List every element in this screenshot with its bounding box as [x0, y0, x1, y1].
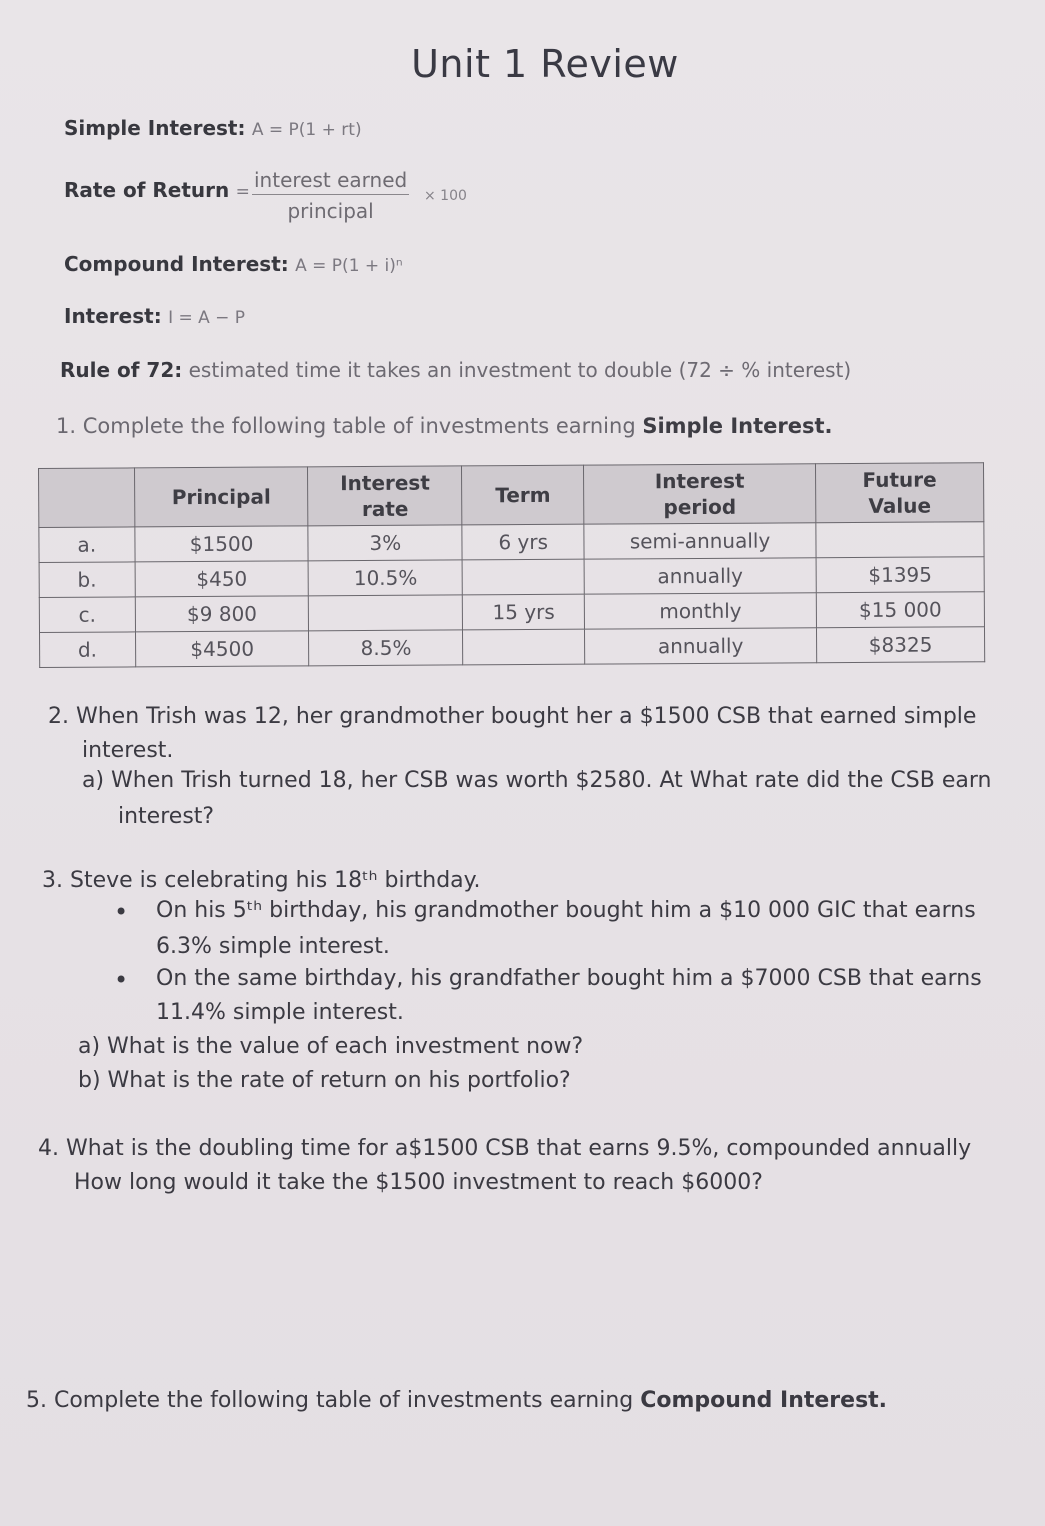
- table-cell: $8325: [816, 627, 984, 663]
- table-cell: [816, 522, 984, 558]
- bullet-icon: •: [114, 966, 129, 994]
- question-4-line-1: 4. What is the doubling time for a$1500 CSB that earns 9.5%, compounded annually: [38, 1136, 972, 1161]
- question-5-text: 5. Complete the following table of investments earning: [26, 1388, 634, 1413]
- table-row: [39, 592, 984, 633]
- table-cell: c.: [39, 597, 135, 633]
- compound-interest-equation: A = P(1 + i)ⁿ: [295, 256, 403, 276]
- table-cell: [309, 595, 463, 631]
- table-header: Interest rate: [308, 466, 462, 526]
- table-cell: [463, 629, 585, 665]
- table-header-row: [39, 463, 984, 528]
- rule-of-72: [60, 358, 851, 382]
- table-row: [39, 557, 984, 598]
- table-cell: b.: [39, 562, 135, 598]
- table-cell: 3%: [308, 525, 462, 561]
- question-2a-line-1: a) When Trish turned 18, her CSB was worth $2580. At What rate did the CSB earn: [82, 768, 992, 793]
- question-1-text: Complete the following table of investments earning: [82, 414, 636, 438]
- rule-of-72-text: estimated time it takes an investment to double (72 ÷ % interest): [188, 358, 852, 382]
- question-1-bold: Simple Interest.: [642, 414, 833, 438]
- table-cell: [462, 559, 584, 595]
- interest-equation: I = A − P: [168, 308, 246, 328]
- question-2-line-1: 2. When Trish was 12, her grandmother bought her a $1500 CSB that earned simple: [48, 704, 977, 729]
- table-cell: monthly: [584, 593, 816, 629]
- table-header: Term: [462, 465, 584, 525]
- table-cell: semi-annually: [584, 523, 816, 559]
- rule-of-72-label: Rule of 72:: [60, 358, 183, 382]
- question-3a: a) What is the value of each investment now?: [78, 1034, 584, 1059]
- question-2a-line-2: interest?: [118, 804, 215, 829]
- table-cell: d.: [40, 632, 136, 668]
- question-3-bullet-1a: On his 5ᵗʰ birthday, his grandmother bought him a $10 000 GIC that earns: [156, 898, 976, 923]
- rate-of-return-formula: [64, 178, 250, 202]
- table-header: Principal: [134, 467, 308, 527]
- question-1: [56, 414, 833, 438]
- table-cell: a.: [39, 527, 135, 563]
- table-cell: $9 800: [135, 596, 309, 632]
- table-cell: $1395: [816, 557, 984, 593]
- question-3-bullet-2a: On the same birthday, his grandfather bought him a $7000 CSB that earns: [156, 966, 982, 991]
- page-title: Unit 1 Review: [411, 42, 679, 86]
- question-4-line-2: How long would it take the $1500 investment to reach $6000?: [74, 1170, 763, 1195]
- question-3-bullet-2b: 11.4% simple interest.: [156, 1000, 404, 1025]
- interest-formula: [64, 304, 245, 328]
- compound-interest-formula: [64, 252, 403, 276]
- fraction-denominator: principal: [287, 199, 374, 223]
- question-5-bold: Compound Interest.: [640, 1388, 888, 1413]
- table-cell: annually: [584, 558, 816, 594]
- bullet-icon: •: [114, 898, 129, 926]
- table-cell: $4500: [135, 631, 309, 667]
- table-header: [39, 468, 135, 528]
- table-row: [39, 522, 984, 563]
- table-cell: $450: [135, 561, 309, 597]
- rate-of-return-fraction: [252, 168, 409, 223]
- table-header: Future Value: [815, 463, 983, 523]
- question-5: [26, 1388, 887, 1413]
- question-3-line-1: 3. Steve is celebrating his 18ᵗʰ birthday.: [42, 868, 481, 893]
- table-cell: 6 yrs: [462, 524, 584, 560]
- simple-interest-table: [38, 462, 985, 668]
- rate-of-return-equals: =: [235, 182, 250, 202]
- table-cell: 10.5%: [309, 560, 463, 596]
- simple-interest-label: Simple Interest:: [64, 116, 246, 140]
- table-header: Interest period: [584, 464, 816, 524]
- fraction-numerator: interest earned: [252, 168, 409, 195]
- table-row: [40, 627, 985, 668]
- question-1-number: 1.: [56, 414, 77, 438]
- table-cell: 8.5%: [309, 630, 463, 666]
- times-100: × 100: [424, 188, 467, 204]
- question-3-bullet-1b: 6.3% simple interest.: [156, 934, 390, 959]
- compound-interest-label: Compound Interest:: [64, 252, 289, 276]
- question-2-line-2: interest.: [82, 738, 174, 763]
- interest-label: Interest:: [64, 304, 162, 328]
- rate-of-return-label: Rate of Return: [64, 178, 230, 202]
- table-cell: $15 000: [816, 592, 984, 628]
- table-cell: $1500: [135, 526, 309, 562]
- simple-interest-formula: [64, 116, 362, 140]
- simple-interest-equation: A = P(1 + rt): [251, 120, 362, 140]
- question-3b: b) What is the rate of return on his portfolio?: [78, 1068, 571, 1093]
- table-cell: annually: [585, 628, 817, 664]
- table-cell: 15 yrs: [463, 594, 585, 630]
